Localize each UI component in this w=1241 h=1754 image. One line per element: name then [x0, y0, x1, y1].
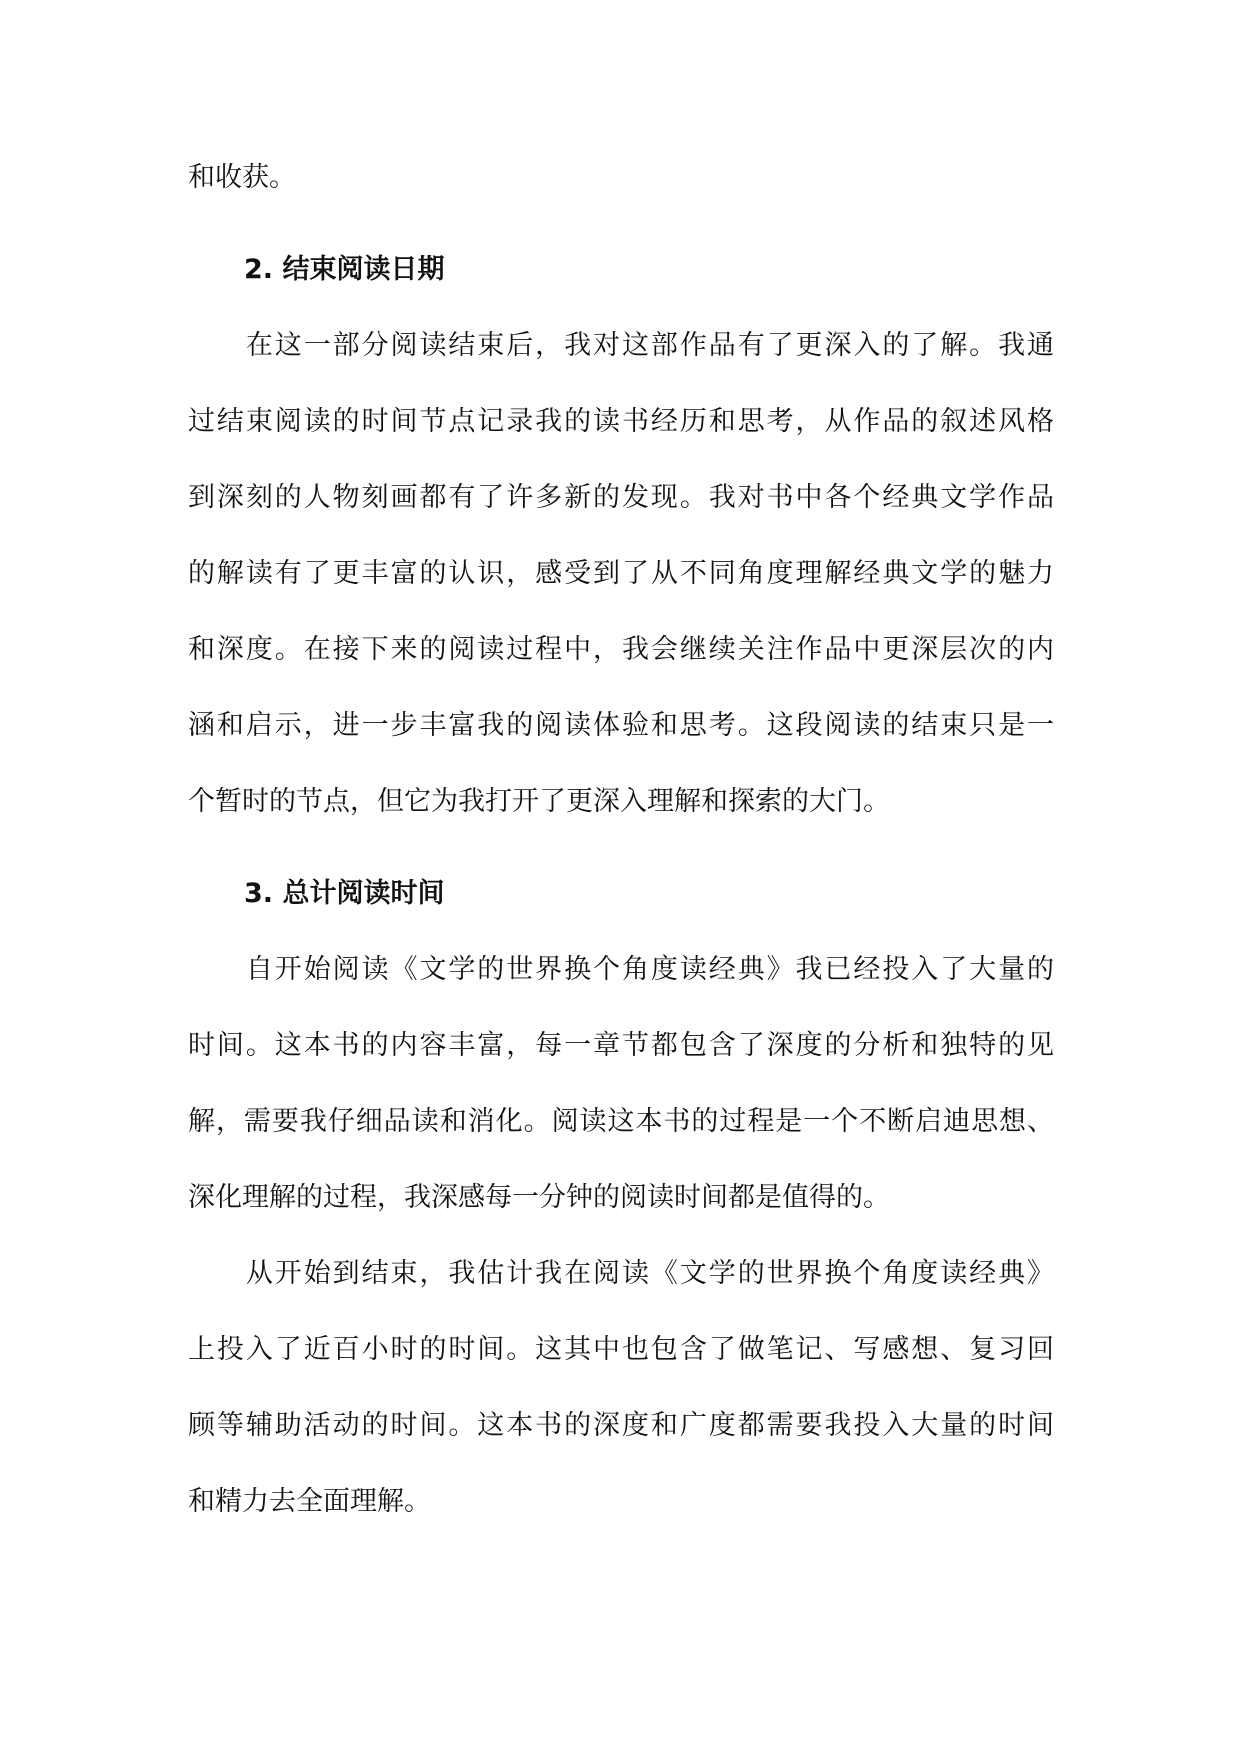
- paragraph-line: 过结束阅读的时间节点记录我的读书经历和思考，从作品的叙述风格: [188, 406, 1054, 437]
- paragraph-line: 个暂时的节点，但它为我打开了更深入理解和探索的大门。: [188, 786, 890, 817]
- paragraph-line: 从开始到结束，我估计我在阅读《文学的世界换个角度读经典》: [188, 1258, 1054, 1289]
- section-3-paragraph-1: [188, 932, 1054, 1236]
- paragraph-line: 顾等辅助活动的时间。这本书的深度和广度都需要我投入大量的时间: [188, 1410, 1054, 1441]
- section-2-paragraph: [188, 308, 1054, 840]
- section-heading-total-time: 3. 总计阅读时间: [244, 878, 445, 909]
- paragraph-line: 解，需要我仔细品读和消化。阅读这本书的过程是一个不断启迪思想、: [188, 1106, 1054, 1137]
- paragraph-line: 和收获。: [188, 162, 296, 193]
- paragraph-line: 自开始阅读《文学的世界换个角度读经典》我已经投入了大量的: [188, 954, 1054, 985]
- section-gap: [188, 216, 1054, 232]
- document-body: [188, 140, 1054, 1540]
- paragraph-line: 和深度。在接下来的阅读过程中，我会继续关注作品中更深层次的内: [188, 634, 1054, 665]
- section-gap: [188, 840, 1054, 856]
- section-3-paragraph-2: [188, 1236, 1054, 1540]
- paragraph-line: 上投入了近百小时的时间。这其中也包含了做笔记、写感想、复习回: [188, 1334, 1054, 1365]
- section-heading-end-date: 2. 结束阅读日期: [244, 254, 445, 285]
- paragraph-line: 的解读有了更丰富的认识，感受到了从不同角度理解经典文学的魅力: [188, 558, 1054, 589]
- paragraph-line: 和精力去全面理解。: [188, 1486, 431, 1517]
- paragraph-line: 在这一部分阅读结束后，我对这部作品有了更深入的了解。我通: [188, 330, 1054, 361]
- paragraph-line: 时间。这本书的内容丰富，每一章节都包含了深度的分析和独特的见: [188, 1030, 1054, 1061]
- paragraph-line: 涵和启示，进一步丰富我的阅读体验和思考。这段阅读的结束只是一: [188, 710, 1054, 741]
- paragraph-line: 深化理解的过程，我深感每一分钟的阅读时间都是值得的。: [188, 1182, 890, 1213]
- paragraph-line: 到深刻的人物刻画都有了许多新的发现。我对书中各个经典文学作品: [188, 482, 1054, 513]
